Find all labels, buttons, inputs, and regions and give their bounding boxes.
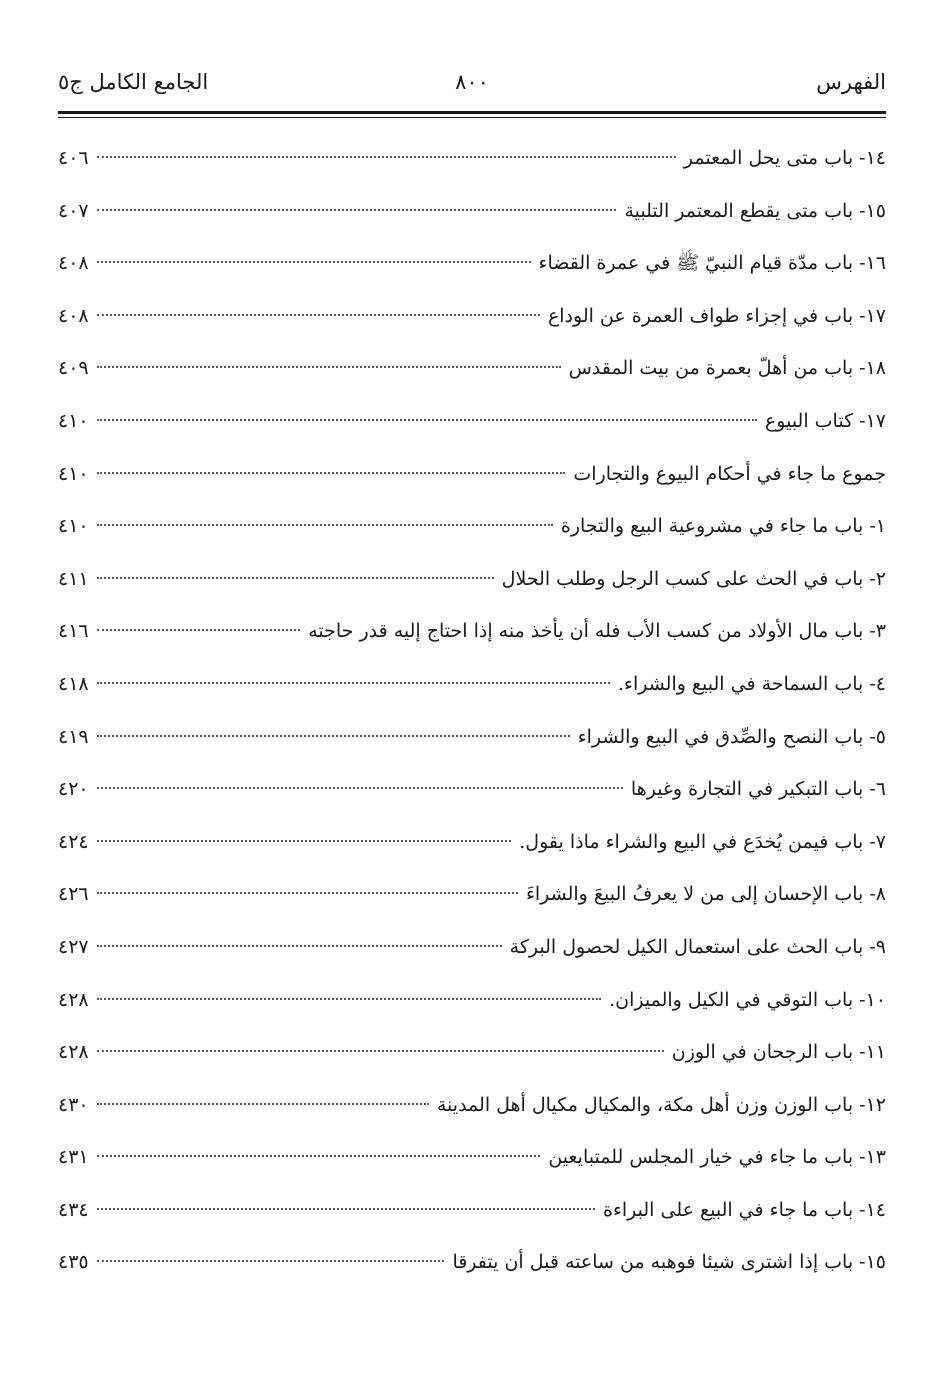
toc-entry-title: ١١- باب الرجحان في الوزن: [671, 1041, 886, 1064]
dot-leader: [97, 892, 518, 894]
toc-entry: [58, 769, 886, 822]
toc-entry-title: جموع ما جاء في أحكام البيوع والتجارات: [573, 462, 886, 485]
toc-entry-title: ٩- باب الحث على استعمال الكيل لحصول البركة: [509, 935, 886, 958]
toc-entry-title: ٧- باب فيمن يُخدَع في البيع والشراء ماذا يقول.: [519, 830, 886, 853]
dot-leader: [97, 682, 610, 684]
toc-entry: [58, 1242, 886, 1295]
toc-entry-title: ٦- باب التبكير في التجارة وغيرها: [630, 778, 886, 801]
dot-leader: [97, 1050, 664, 1052]
toc-entry: [58, 664, 886, 717]
toc-entry-page: ٤١٩: [58, 725, 89, 748]
toc-entry-page: ٤٢٨: [58, 988, 89, 1011]
toc-entry-title: ١- باب ما جاء في مشروعية البيع والتجارة: [560, 515, 886, 538]
toc-entry: [58, 717, 886, 770]
dot-leader: [97, 945, 502, 947]
dot-leader: [97, 735, 570, 737]
toc-entry-title: ١٥- باب إذا اشترى شيئا فوهبه من ساعته قبل أن يتفرقا: [452, 1251, 886, 1274]
dot-leader: [97, 998, 602, 1000]
toc-entry-title: ١٣- باب ما جاء في خيار المجلس للمتبايعين: [548, 1146, 886, 1169]
toc-entry-page: ٤١٨: [58, 672, 89, 695]
book-title: الجامع الكامل ج٥: [58, 70, 209, 94]
toc-entry-page: ٤٠٩: [58, 357, 89, 380]
dot-leader: [97, 472, 566, 474]
dot-leader: [97, 1103, 429, 1105]
toc-entry-title: ١٤- باب متى يحل المعتمر: [683, 147, 886, 169]
toc-entry-page: ٤٢٠: [58, 778, 89, 801]
toc-entry-page: ٤٢٧: [58, 935, 89, 958]
toc-entry-title: ٥- باب النصح والصِّدق في البيع والشراء: [577, 725, 886, 748]
toc-entry: [58, 611, 886, 664]
dot-leader: [97, 366, 561, 368]
table-of-contents: [58, 138, 886, 1295]
toc-entry: [58, 401, 886, 454]
toc-entry: [58, 243, 886, 296]
dot-leader: [97, 1208, 595, 1210]
toc-entry: [58, 822, 886, 875]
toc-entry-page: ٤٣٤: [58, 1198, 89, 1221]
toc-entry: [58, 1085, 886, 1138]
dot-leader: [97, 209, 617, 211]
dot-leader: [97, 629, 301, 631]
toc-entry: [58, 296, 886, 349]
dot-leader: [97, 261, 531, 263]
dot-leader: [97, 787, 623, 789]
toc-entry-page: ٤٣٠: [58, 1093, 89, 1116]
toc-entry-title: ١٤- باب ما جاء في البيع على البراءة: [603, 1198, 886, 1221]
toc-entry: [58, 1032, 886, 1085]
dot-leader: [97, 577, 494, 579]
toc-entry: [58, 506, 886, 559]
dot-leader: [97, 840, 512, 842]
toc-entry: [58, 980, 886, 1033]
toc-entry-title: ١٧- كتاب البيوع: [764, 409, 886, 432]
toc-entry-page: ٤٠٨: [58, 304, 89, 327]
page-number: ٨٠٠: [455, 70, 489, 94]
toc-entry-page: ٤٢٦: [58, 883, 89, 906]
toc-entry: [58, 1137, 886, 1190]
toc-entry-page: ٤٣١: [58, 1146, 89, 1169]
toc-entry-title: ١٢- باب الوزن وزن أهل مكة، والمكيال مكيال أهل المدينة: [436, 1093, 886, 1116]
toc-entry: [58, 191, 886, 244]
toc-entry-page: ٤١٠: [58, 462, 89, 485]
toc-entry: [58, 454, 886, 507]
toc-entry: [58, 927, 886, 980]
dot-leader: [97, 419, 757, 421]
toc-entry-title: ٨- باب الإحسان إلى من لا يعرفُ البيعَ والشراءَ: [525, 883, 886, 906]
section-title: الفهرس: [816, 70, 886, 94]
dot-leader: [97, 1155, 541, 1157]
toc-entry-page: ٤١٠: [58, 409, 89, 432]
toc-entry: [58, 138, 886, 191]
toc-entry-page: ٤٣٥: [58, 1251, 89, 1274]
dot-leader: [97, 156, 676, 158]
toc-entry-page: ٤٢٨: [58, 1041, 89, 1064]
toc-entry-title: ١٧- باب في إجزاء طواف العمرة عن الوداع: [547, 304, 886, 327]
toc-entry-page: ٤١٠: [58, 515, 89, 538]
toc-entry: [58, 1190, 886, 1243]
dot-leader: [97, 1260, 445, 1262]
toc-entry: [58, 348, 886, 401]
header-rule-thick: [58, 111, 886, 114]
page-header: [58, 66, 886, 106]
toc-entry: [58, 559, 886, 612]
toc-entry-title: ١٨- باب من أهلّ بعمرة من بيت المقدس: [568, 357, 886, 380]
toc-entry: [58, 874, 886, 927]
toc-entry-title: ١٥- باب متى يقطع المعتمر التلبية: [624, 199, 886, 222]
dot-leader: [97, 314, 540, 316]
toc-entry-page: ٤٠٨: [58, 252, 89, 275]
header-rule-thin: [58, 117, 886, 118]
dot-leader: [97, 524, 553, 526]
toc-entry-page: ٤٠٦: [58, 147, 89, 169]
toc-entry-title: ٤- باب السماحة في البيع والشراء.: [617, 672, 886, 695]
toc-entry-title: ١٠- باب التوقي في الكيل والميزان.: [609, 988, 886, 1011]
toc-entry-page: ٤٠٧: [58, 199, 89, 222]
toc-entry-title: ١٦- باب مدّة قيام النبيّ ﷺ في عمرة القضاء: [538, 252, 886, 275]
toc-entry-page: ٤٢٤: [58, 830, 89, 853]
toc-entry-title: ٣- باب مال الأولاد من كسب الأب فله أن يأخذ منه إذا احتاج إليه قدر حاجته: [308, 620, 886, 643]
toc-entry-page: ٤١٦: [58, 620, 89, 643]
toc-entry-page: ٤١١: [58, 567, 89, 590]
toc-entry-title: ٢- باب في الحث على كسب الرجل وطلب الحلال: [501, 567, 886, 590]
